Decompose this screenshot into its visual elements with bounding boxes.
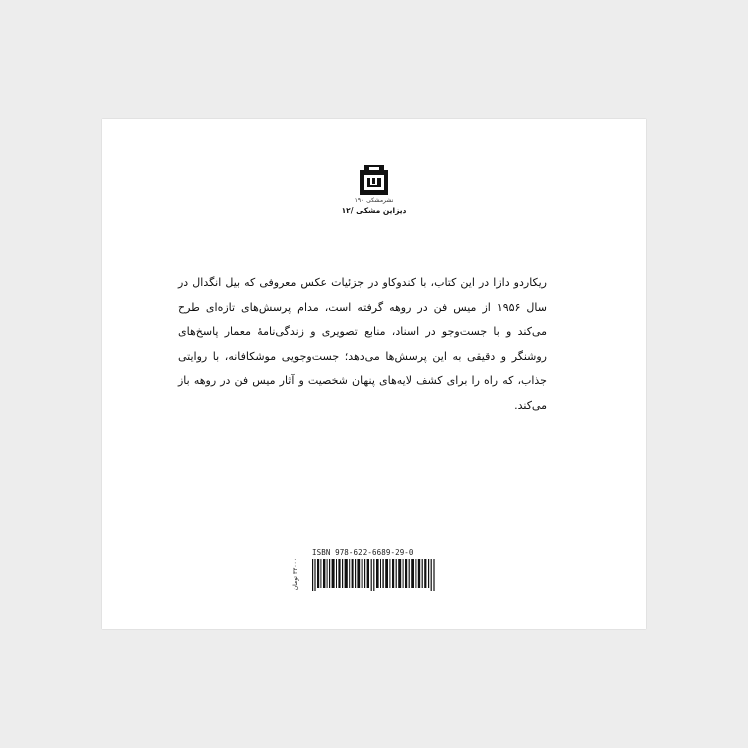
isbn-barcode-block bbox=[288, 548, 438, 592]
isbn-label: ISBN 978-622-6689-29-0 bbox=[312, 548, 414, 557]
barcode bbox=[312, 559, 435, 591]
series-title: دیزاین مشکی /۱۲ bbox=[341, 206, 407, 215]
publisher-name: نشرمشکی ۱۹۰ bbox=[354, 197, 394, 204]
blurb-text: ریکاردو دازا در این کتاب، با کندوکاو در جزئیات عکس معروفی که بیل انگدال در سال ۱۹۵۶ از میس فن در روهه گرفته است، مدام پرسش‌های تازه‌ای طرح می‌کند و با جست‌وجو در اسناد، منابع تصویری و زندگی‌نامهٔ معمار پاسخ‌های روشنگر و دقیقی به این پرسش‌ها می‌دهد؛ جست‌وجویی موشکافانه، با روایتی جذاب، که راه را برای کشف لایه‌های پنهان شخصیت و آثار میس فن در روهه باز می‌کند. bbox=[178, 276, 547, 412]
publisher-emblem-icon bbox=[360, 165, 388, 195]
book-back-cover bbox=[102, 119, 646, 629]
publisher-block bbox=[102, 165, 646, 216]
price-label: ۳۳۰۰۰ تومان bbox=[292, 558, 299, 591]
back-cover-blurb bbox=[178, 271, 547, 418]
